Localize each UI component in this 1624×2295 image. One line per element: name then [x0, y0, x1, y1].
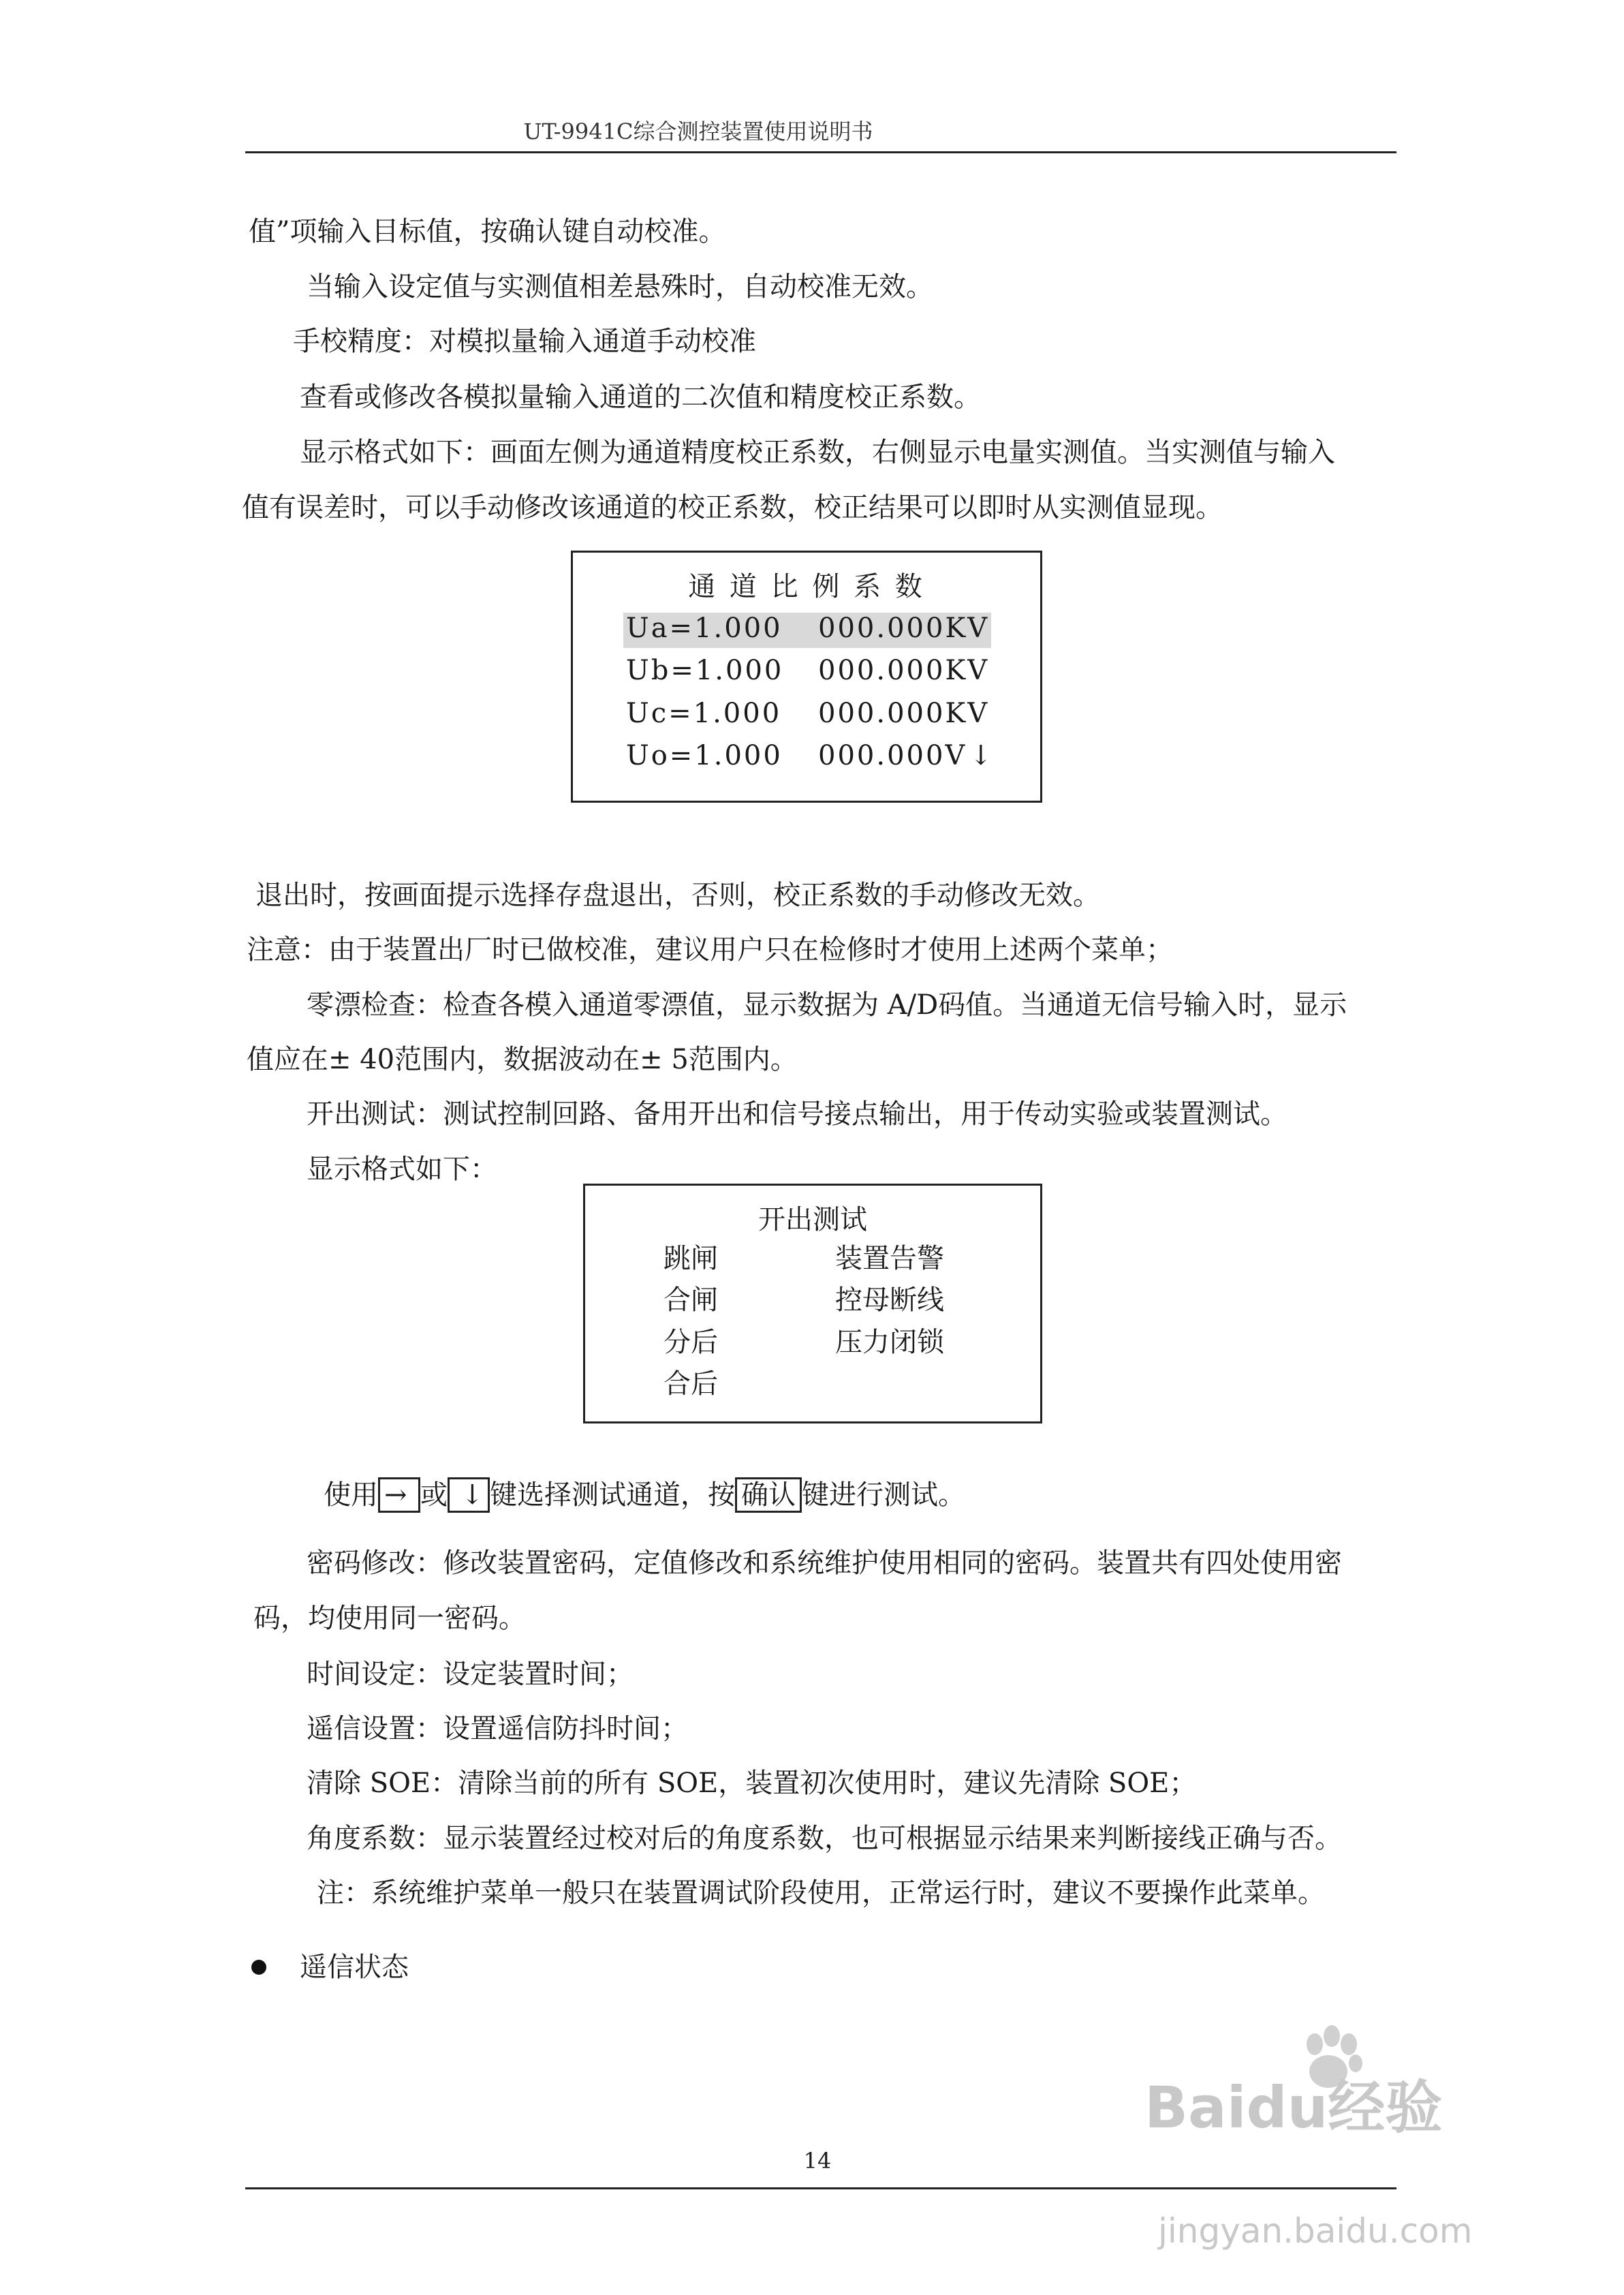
paragraph: 遥信设置：设置遥信防抖时间；	[307, 1713, 688, 1744]
channel-ratio-screen	[571, 551, 1042, 803]
key-line-text: 键进行测试。	[802, 1479, 965, 1511]
channel-coef: Ub=1.000	[626, 655, 784, 686]
paragraph: 注意：由于装置出厂时已做校准，建议用户只在检修时才使用上述两个菜单；	[247, 934, 1173, 966]
paragraph: 注：系统维护菜单一般只在装置调试阶段使用，正常运行时，建议不要操作此菜单。	[317, 1877, 1325, 1909]
page-number: 14	[803, 2148, 832, 2174]
paragraph: 角度系数：显示装置经过校对后的角度系数，也可根据显示结果来判断接线正确与否。	[307, 1823, 1342, 1854]
watermark-brand: Baidu经验	[1144, 2074, 1443, 2141]
paragraph: 零漂检查：检查各模入通道零漂值，显示数据为 A/D码值。当通道无信号输入时，显示	[307, 989, 1347, 1021]
footer-rule	[245, 2187, 1396, 2189]
channel-coef: Uo=1.000	[626, 740, 783, 771]
confirm-key-icon: 确认	[735, 1477, 802, 1513]
paragraph: 退出时，按画面提示选择存盘退出，否则，校正系数的手动修改无效。	[255, 880, 1100, 911]
key-usage-line	[324, 1477, 965, 1513]
output-item: 跳闸	[663, 1243, 718, 1274]
watermark-url: jingyan.baidu.com	[1158, 2211, 1473, 2251]
output-item: 装置告警	[835, 1243, 944, 1274]
output-item: 分后	[663, 1327, 718, 1358]
paragraph: 开出测试：测试控制回路、备用开出和信号接点输出，用于传动实验或装置测试。	[307, 1098, 1287, 1130]
paragraph: 值”项输入目标值，按确认键自动校准。	[249, 216, 726, 247]
key-line-text: 或	[420, 1479, 448, 1511]
bullet-icon	[251, 1960, 266, 1975]
paragraph: 显示格式如下：画面左侧为通道精度校正系数，右侧显示电量实测值。当实测值与输入	[300, 437, 1335, 468]
header-rule	[245, 151, 1396, 153]
output-item: 合后	[663, 1368, 718, 1400]
channel-value: 000.000KV	[818, 698, 990, 729]
output-item: 合闸	[663, 1284, 718, 1316]
paragraph: 手校精度：对模拟量输入通道手动校准	[293, 326, 756, 357]
paragraph: 查看或修改各模拟量输入通道的二次值和精度校正系数。	[300, 382, 981, 413]
scroll-down-icon: ↓	[969, 740, 995, 771]
key-line-text: 键选择测试通道，按	[490, 1479, 735, 1511]
output-item: 压力闭锁	[835, 1327, 944, 1358]
paragraph: 当输入设定值与实测值相差悬殊时，自动校准无效。	[307, 271, 933, 303]
paragraph: 清除 SOE：清除当前的所有 SOE，装置初次使用时，建议先清除 SOE；	[307, 1768, 1197, 1799]
paragraph: 值应在± 40范围内，数据波动在± 5范围内。	[247, 1044, 798, 1075]
channel-value: 000.000KV	[818, 613, 990, 644]
paragraph: 显示格式如下：	[307, 1154, 497, 1185]
paragraph: 密码修改：修改装置密码，定值修改和系统维护使用相同的密码。装置共有四处使用密	[307, 1547, 1342, 1579]
output-item: 控母断线	[835, 1284, 944, 1316]
paragraph: 时间设定：设定装置时间；	[307, 1659, 634, 1690]
screen-title: 通 道 比 例 系 数	[688, 571, 925, 602]
paragraph: 值有误差时，可以手动修改该通道的校正系数，校正结果可以即时从实测值显现。	[242, 492, 1223, 523]
section-bullet-title: 遥信状态	[300, 1952, 409, 1983]
channel-value: 000.000KV	[818, 655, 990, 686]
document-header-title: UT-9941C综合测控装置使用说明书	[523, 119, 873, 144]
channel-coef: Uc=1.000	[626, 698, 782, 729]
key-line-text: 使用	[324, 1479, 378, 1511]
output-test-screen	[583, 1184, 1042, 1423]
channel-coef: Ua=1.000	[626, 613, 783, 644]
right-arrow-key-icon: →	[378, 1477, 420, 1513]
paragraph: 码，均使用同一密码。	[253, 1603, 526, 1634]
baidu-watermark	[1144, 2037, 1526, 2141]
screen-title: 开出测试	[758, 1204, 867, 1235]
channel-value: 000.000V	[818, 740, 967, 771]
down-arrow-key-icon: ↓	[448, 1477, 490, 1513]
